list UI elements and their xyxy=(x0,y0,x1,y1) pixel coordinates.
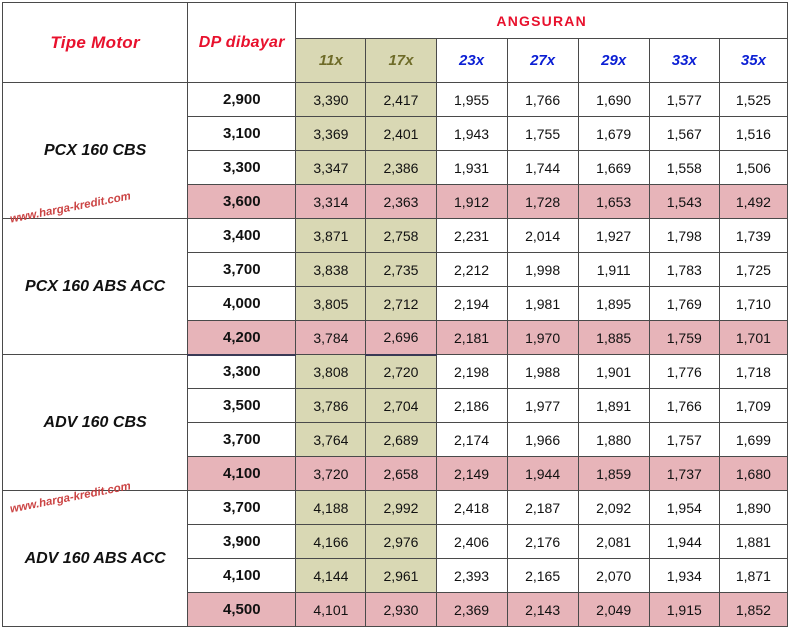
installment-cell: 1,755 xyxy=(507,117,578,151)
installment-cell: 1,728 xyxy=(507,185,578,219)
installment-cell: 2,720 xyxy=(366,355,436,389)
installment-cell: 1,912 xyxy=(436,185,507,219)
installment-cell: 1,525 xyxy=(719,83,787,117)
table-row xyxy=(3,219,788,253)
installment-cell: 2,187 xyxy=(507,491,578,525)
installment-cell: 1,680 xyxy=(719,457,787,491)
header-tenor-29x: 29x xyxy=(578,39,649,83)
installment-cell: 3,871 xyxy=(296,219,366,253)
installment-cell: 3,369 xyxy=(296,117,366,151)
header-tenor-23x: 23x xyxy=(436,39,507,83)
installment-cell: 1,911 xyxy=(578,253,649,287)
installment-cell: 1,757 xyxy=(649,423,719,457)
dp-cell: 3,500 xyxy=(188,389,296,423)
installment-cell: 1,710 xyxy=(719,287,787,321)
header-tipe-motor: Tipe Motor xyxy=(3,3,188,83)
table-row xyxy=(3,491,788,525)
installment-cell: 2,418 xyxy=(436,491,507,525)
dp-cell: 3,300 xyxy=(188,151,296,185)
installment-cell: 2,758 xyxy=(366,219,436,253)
price-table-sheet xyxy=(0,2,790,618)
installment-cell: 2,149 xyxy=(436,457,507,491)
installment-cell: 1,776 xyxy=(649,355,719,389)
installment-cell: 1,981 xyxy=(507,287,578,321)
installment-cell: 1,506 xyxy=(719,151,787,185)
header-tenor-33x: 33x xyxy=(649,39,719,83)
credit-price-table xyxy=(2,2,788,627)
installment-cell: 2,070 xyxy=(578,559,649,593)
installment-cell: 1,859 xyxy=(578,457,649,491)
installment-cell: 4,166 xyxy=(296,525,366,559)
dp-cell: 3,100 xyxy=(188,117,296,151)
installment-cell: 1,679 xyxy=(578,117,649,151)
installment-cell: 1,988 xyxy=(507,355,578,389)
installment-cell: 1,543 xyxy=(649,185,719,219)
installment-cell: 2,198 xyxy=(436,355,507,389)
motor-type-cell xyxy=(3,355,188,516)
installment-cell: 2,049 xyxy=(578,593,649,627)
installment-cell: 1,885 xyxy=(578,321,649,355)
dp-cell: 4,100 xyxy=(188,457,296,491)
installment-cell: 2,386 xyxy=(366,151,436,185)
motor-type-cell xyxy=(3,219,188,355)
installment-cell: 1,871 xyxy=(719,559,787,593)
installment-cell: 1,970 xyxy=(507,321,578,355)
installment-cell: 1,798 xyxy=(649,219,719,253)
table-row xyxy=(3,83,788,117)
dp-cell: 3,900 xyxy=(188,525,296,559)
dp-cell: 3,700 xyxy=(188,423,296,457)
installment-cell: 2,165 xyxy=(507,559,578,593)
installment-cell: 1,901 xyxy=(578,355,649,389)
installment-cell: 2,704 xyxy=(366,389,436,423)
installment-cell: 2,212 xyxy=(436,253,507,287)
installment-cell: 1,567 xyxy=(649,117,719,151)
installment-cell: 1,653 xyxy=(578,185,649,219)
installment-cell: 3,786 xyxy=(296,389,366,423)
installment-cell: 1,766 xyxy=(649,389,719,423)
motor-type-label: PCX 160 CBS xyxy=(43,141,147,159)
installment-cell: 2,186 xyxy=(436,389,507,423)
header-tenor-27x: 27x xyxy=(507,39,578,83)
installment-cell: 1,699 xyxy=(719,423,787,457)
installment-cell: 1,516 xyxy=(719,117,787,151)
installment-cell: 3,390 xyxy=(296,83,366,117)
installment-cell: 1,558 xyxy=(649,151,719,185)
installment-cell: 1,701 xyxy=(719,321,787,355)
watermark-text: www.harga-kredit.com xyxy=(8,480,132,516)
motor-type-label: ADV 160 CBS xyxy=(43,413,147,431)
dp-cell: 3,300 xyxy=(188,355,296,389)
installment-cell: 1,881 xyxy=(719,525,787,559)
installment-cell: 3,720 xyxy=(296,457,366,491)
motor-type-cell xyxy=(3,491,188,627)
installment-cell: 4,188 xyxy=(296,491,366,525)
installment-cell: 1,890 xyxy=(719,491,787,525)
installment-cell: 2,712 xyxy=(366,287,436,321)
installment-cell: 2,976 xyxy=(366,525,436,559)
installment-cell: 2,081 xyxy=(578,525,649,559)
installment-cell: 2,231 xyxy=(436,219,507,253)
header-tenor-11x: 11x xyxy=(296,39,366,83)
dp-cell: 3,700 xyxy=(188,253,296,287)
header-row-top xyxy=(3,3,788,39)
installment-cell: 2,401 xyxy=(366,117,436,151)
header-tenor-35x: 35x xyxy=(719,39,787,83)
installment-cell: 2,014 xyxy=(507,219,578,253)
installment-cell: 4,144 xyxy=(296,559,366,593)
installment-cell: 1,852 xyxy=(719,593,787,627)
table-row xyxy=(3,355,788,389)
installment-cell: 1,891 xyxy=(578,389,649,423)
dp-cell: 3,600 xyxy=(188,185,296,219)
installment-cell: 2,181 xyxy=(436,321,507,355)
motor-type-label: PCX 160 ABS ACC xyxy=(25,277,166,295)
installment-cell: 1,927 xyxy=(578,219,649,253)
dp-cell: 3,400 xyxy=(188,219,296,253)
installment-cell: 2,658 xyxy=(366,457,436,491)
installment-cell: 3,838 xyxy=(296,253,366,287)
installment-cell: 1,766 xyxy=(507,83,578,117)
installment-cell: 1,769 xyxy=(649,287,719,321)
installment-cell: 1,492 xyxy=(719,185,787,219)
installment-cell: 2,363 xyxy=(366,185,436,219)
installment-cell: 1,943 xyxy=(436,117,507,151)
header-dp-dibayar: DP dibayar xyxy=(188,3,296,83)
installment-cell: 2,176 xyxy=(507,525,578,559)
motor-type-cell xyxy=(3,83,188,226)
installment-cell: 1,998 xyxy=(507,253,578,287)
installment-cell: 2,992 xyxy=(366,491,436,525)
installment-cell: 1,718 xyxy=(719,355,787,389)
installment-cell: 1,954 xyxy=(649,491,719,525)
installment-cell: 2,417 xyxy=(366,83,436,117)
installment-cell: 1,977 xyxy=(507,389,578,423)
installment-cell: 2,143 xyxy=(507,593,578,627)
motor-type-label: ADV 160 ABS ACC xyxy=(24,549,166,567)
installment-cell: 2,961 xyxy=(366,559,436,593)
table-body xyxy=(3,83,788,627)
dp-cell: 3,700 xyxy=(188,491,296,525)
installment-cell: 2,369 xyxy=(436,593,507,627)
dp-cell: 4,500 xyxy=(188,593,296,627)
watermark-text: www.harga-kredit.com xyxy=(8,190,132,226)
installment-cell: 3,347 xyxy=(296,151,366,185)
dp-cell: 4,200 xyxy=(188,321,296,355)
installment-cell: 3,764 xyxy=(296,423,366,457)
installment-cell: 2,174 xyxy=(436,423,507,457)
installment-cell: 1,880 xyxy=(578,423,649,457)
installment-cell: 2,696 xyxy=(366,321,436,355)
table-header xyxy=(3,3,788,83)
installment-cell: 1,669 xyxy=(578,151,649,185)
installment-cell: 1,759 xyxy=(649,321,719,355)
installment-cell: 1,744 xyxy=(507,151,578,185)
installment-cell: 2,689 xyxy=(366,423,436,457)
dp-cell: 4,000 xyxy=(188,287,296,321)
installment-cell: 1,725 xyxy=(719,253,787,287)
installment-cell: 1,931 xyxy=(436,151,507,185)
installment-cell: 2,930 xyxy=(366,593,436,627)
dp-cell: 2,900 xyxy=(188,83,296,117)
installment-cell: 1,955 xyxy=(436,83,507,117)
header-tenor-17x: 17x xyxy=(366,39,436,83)
installment-cell: 2,194 xyxy=(436,287,507,321)
installment-cell: 2,735 xyxy=(366,253,436,287)
installment-cell: 2,406 xyxy=(436,525,507,559)
installment-cell: 2,092 xyxy=(578,491,649,525)
installment-cell: 1,577 xyxy=(649,83,719,117)
installment-cell: 1,944 xyxy=(649,525,719,559)
installment-cell: 1,709 xyxy=(719,389,787,423)
installment-cell: 1,895 xyxy=(578,287,649,321)
installment-cell: 4,101 xyxy=(296,593,366,627)
installment-cell: 3,314 xyxy=(296,185,366,219)
installment-cell: 3,805 xyxy=(296,287,366,321)
installment-cell: 1,934 xyxy=(649,559,719,593)
installment-cell: 2,393 xyxy=(436,559,507,593)
installment-cell: 3,784 xyxy=(296,321,366,355)
installment-cell: 1,944 xyxy=(507,457,578,491)
installment-cell: 1,783 xyxy=(649,253,719,287)
installment-cell: 1,690 xyxy=(578,83,649,117)
installment-cell: 1,966 xyxy=(507,423,578,457)
installment-cell: 1,739 xyxy=(719,219,787,253)
dp-cell: 4,100 xyxy=(188,559,296,593)
installment-cell: 1,915 xyxy=(649,593,719,627)
installment-cell: 1,737 xyxy=(649,457,719,491)
installment-cell: 3,808 xyxy=(296,355,366,389)
header-angsuran: ANGSURAN xyxy=(296,3,788,39)
